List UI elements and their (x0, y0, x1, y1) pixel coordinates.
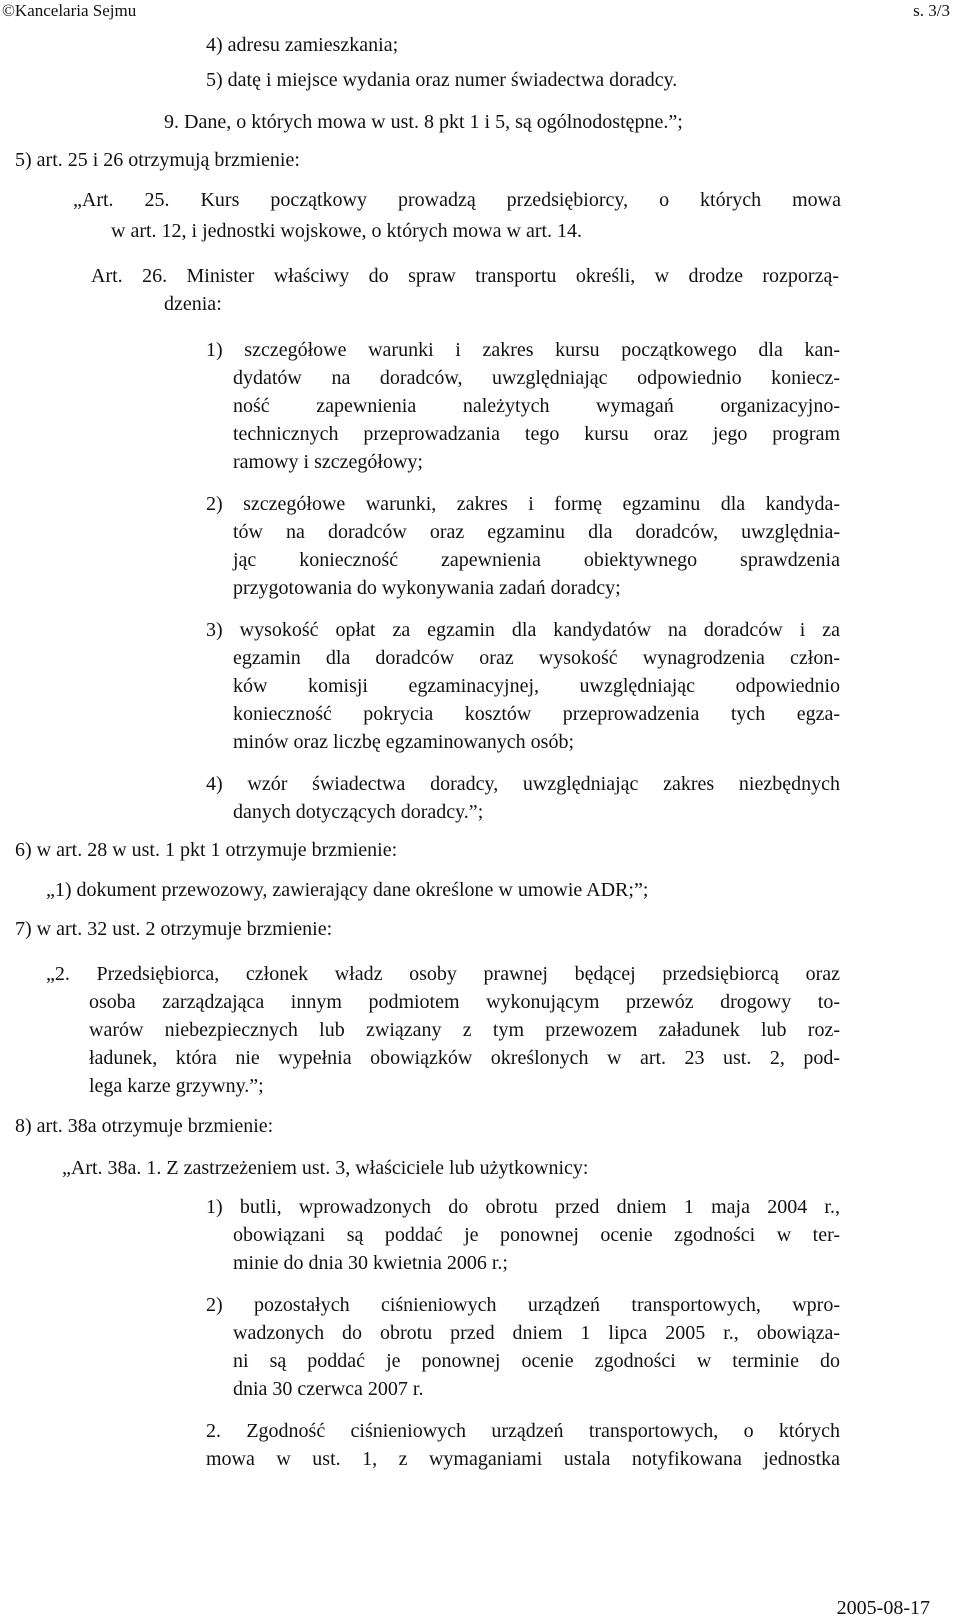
text-line: mowa w ust. 1, z wymaganiami ustala notyfikowana jednostka (206, 1448, 840, 1470)
text-line: 4) wzór świadectwa doradcy, uwzględniając zakres niezbędnych (206, 773, 840, 795)
text-line: „1) dokument przewozowy, zawierający dane określone w umowie ADR;”; (46, 879, 649, 901)
text-line: 2) szczegółowe warunki, zakres i formę egzaminu dla kandyda- (206, 493, 840, 515)
page-header-source: ©Kancelaria Sejmu (2, 1, 137, 20)
text-line: obowiązani są poddać je ponownej ocenie zgodności w ter- (233, 1224, 840, 1246)
text-line: minie do dnia 30 kwietnia 2006 r.; (233, 1252, 508, 1274)
text-line: 1) butli, wprowadzonych do obrotu przed dniem 1 maja 2004 r., (206, 1196, 840, 1218)
text-line: osoba zarządzająca innym podmiotem wykonującym przewóz drogowy to- (89, 991, 840, 1013)
text-line: 3) wysokość opłat za egzamin dla kandydatów na doradców i za (206, 619, 840, 641)
text-line: jąc konieczność zapewnienia obiektywnego sprawdzenia (233, 549, 840, 571)
text-line: ramowy i szczegółowy; (233, 451, 423, 473)
text-line: dydatów na doradców, uwzględniając odpowiednio koniecz- (233, 367, 840, 389)
text-line: w art. 12, i jednostki wojskowe, o których mowa w art. 14. (111, 220, 583, 242)
text-line: konieczność pokrycia kosztów przeprowadzenia tych egza- (233, 703, 840, 725)
text-line: 8) art. 38a otrzymuje brzmienie: (15, 1115, 274, 1137)
text-line: „2. Przedsiębiorca, członek władz osoby prawnej będącej przedsiębiorcą oraz (46, 963, 840, 985)
text-line: 9. Dane, o których mowa w ust. 8 pkt 1 i 5, są ogólnodostępne.”; (164, 111, 683, 133)
text-line: 6) w art. 28 w ust. 1 pkt 1 otrzymuje brzmienie: (15, 839, 398, 861)
text-line: tów na doradców oraz egzaminu dla doradców, uwzględnia- (233, 521, 840, 543)
text-line: 5) datę i miejsce wydania oraz numer świadectwa doradcy. (206, 69, 678, 91)
text-line: technicznych przeprowadzania tego kursu oraz jego program (233, 423, 840, 445)
text-line: ładunek, która nie wypełnia obowiązków określonych w art. 23 ust. 2, pod- (89, 1047, 840, 1069)
text-line: przygotowania do wykonywania zadań doradcy; (233, 577, 621, 599)
text-line: lega karze grzywny.”; (89, 1075, 264, 1097)
text-line: „Art. 38a. 1. Z zastrzeżeniem ust. 3, właściciele lub użytkownicy: (62, 1157, 589, 1179)
text-line: wadzonych do obrotu przed dniem 1 lipca 2005 r., obowiąza- (233, 1322, 840, 1344)
text-line: 4) adresu zamieszkania; (206, 34, 399, 56)
text-line: ków komisji egzaminacyjnej, uwzględniając odpowiednio (233, 675, 840, 697)
text-line: danych dotyczących doradcy.”; (233, 801, 484, 823)
text-line: warów niebezpiecznych lub związany z tym przewozem załadunek lub roz- (89, 1019, 840, 1041)
text-line: 7) w art. 32 ust. 2 otrzymuje brzmienie: (15, 918, 333, 940)
text-line: dzenia: (164, 293, 222, 315)
text-line: ni są poddać je ponownej ocenie zgodności w terminie do (233, 1350, 840, 1372)
text-line: egzamin dla doradców oraz wysokość wynagrodzenia człon- (233, 647, 840, 669)
text-line: 2) pozostałych ciśnieniowych urządzeń transportowych, wpro- (206, 1294, 840, 1316)
text-line: 2. Zgodność ciśnieniowych urządzeń transportowych, o których (206, 1420, 840, 1442)
text-line: „Art. 25. Kurs początkowy prowadzą przedsiębiorcy, o których mowa (73, 189, 841, 211)
text-line: minów oraz liczbę egzaminowanych osób; (233, 731, 574, 753)
text-line: ność zapewnienia należytych wymagań organizacyjno- (233, 395, 840, 417)
text-line: 5) art. 25 i 26 otrzymują brzmienie: (15, 149, 300, 171)
text-line: Art. 26. Minister właściwy do spraw transportu określi, w drodze rozporzą- (91, 265, 839, 287)
document-date: 2005-08-17 (836, 1597, 930, 1619)
text-line: 1) szczegółowe warunki i zakres kursu początkowego dla kan- (206, 339, 840, 361)
page-number: s. 3/3 (913, 1, 950, 20)
text-line: dnia 30 czerwca 2007 r. (233, 1378, 424, 1400)
